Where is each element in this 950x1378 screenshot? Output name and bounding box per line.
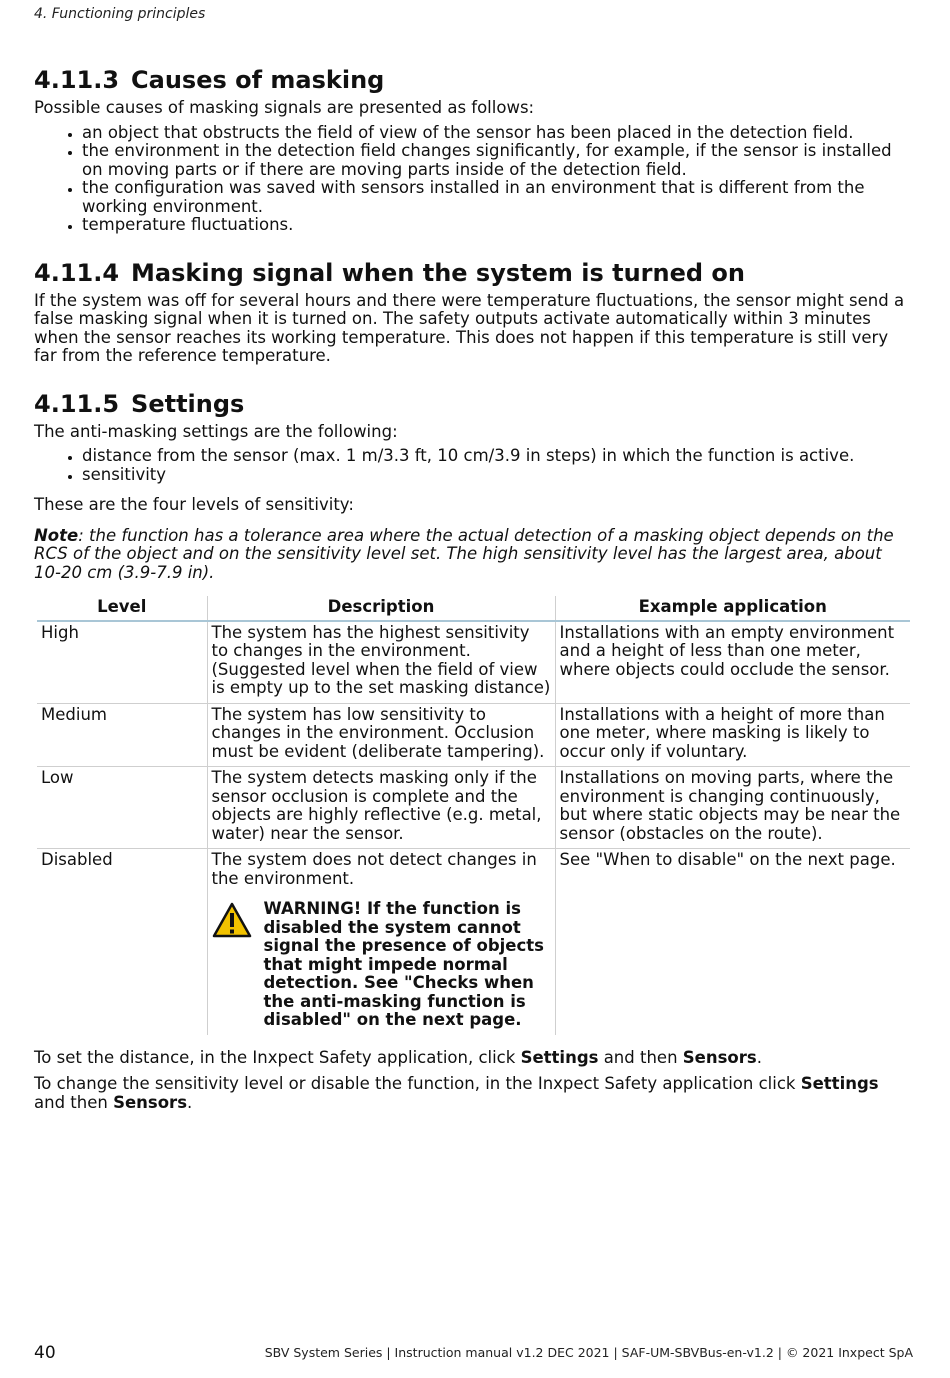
section-title: Causes of masking (131, 66, 385, 94)
list-item: • sensitivity (82, 466, 910, 485)
cell-example: See "When to disable" on the next page. (555, 849, 910, 1035)
section-intro: Possible causes of masking signals are presented as follows: (34, 98, 535, 117)
page-number: 40 (34, 1343, 56, 1363)
closing-paragraph-sensitivity (34, 1075, 910, 1112)
cell-description-text: The system does not detect changes in the environment. (211, 850, 537, 888)
column-header-description: Description (207, 596, 555, 621)
section-title: Masking signal when the system is turned on (131, 258, 745, 287)
closing-text: To set the distance, in the Inxpect Safety application, click (34, 1047, 521, 1067)
section-number: 4.11.3 (34, 66, 120, 94)
sensors-term: Sensors (682, 1047, 757, 1067)
cell-example: Installations on moving parts, where the environment is changing continuously, but where static objects may be near the sensor (obstacles on the route). (555, 767, 910, 849)
cell-level: Disabled (41, 850, 113, 869)
column-header-example: Example application (555, 596, 910, 621)
warning-text: WARNING! If the function is disabled the system cannot signal the presence of objects that might impede normal detection. See "Checks when the anti-masking function is disabled" on the next page. (263, 899, 544, 1029)
sensors-term: Sensors (113, 1092, 188, 1112)
list-item: • temperature fluctuations. (82, 216, 910, 235)
closing-text: and then (34, 1092, 114, 1112)
list-item: • the environment in the detection field changes significantly, for example, if the sensor is installed on moving parts or if there are moving parts inside of the detection field. (82, 142, 910, 179)
cell-level: Medium (37, 703, 207, 767)
closing-text: and then (598, 1047, 683, 1067)
section-heading (34, 257, 910, 289)
table-row (37, 849, 910, 1035)
section-intro: The anti-masking settings are the following: (34, 421, 398, 441)
section-causes-of-masking (34, 64, 910, 235)
list-item: • the configuration was saved with sensors installed in an environment that is different from the working environment. (82, 179, 910, 216)
section-masking-signal-turn-on (34, 257, 910, 366)
section-heading (34, 64, 910, 96)
list-item: • distance from the sensor (max. 1 m/3.3 ft, 10 cm/3.9 in steps) in which the function is active. (82, 447, 910, 466)
cell-description: The system has the highest sensitivity to changes in the environment. (Suggested level when the field of view is empty up to the set masking distance) (207, 621, 555, 704)
table-row (37, 703, 910, 767)
closing-text: . (187, 1092, 193, 1112)
list-item: • an object that obstructs the field of view of the sensor has been placed in the detection field. (82, 124, 910, 143)
note-paragraph (34, 527, 910, 583)
closing-paragraph-distance (34, 1049, 910, 1068)
table-row (37, 767, 910, 849)
cell-level: High (37, 621, 207, 704)
cell-example: Installations with an empty environment and a height of less than one meter, where objects could occlude the sensor. (555, 621, 910, 704)
note-label: Note (34, 525, 79, 545)
cell-description: The system has low sensitivity to changes in the environment. Occlusion must be evident (deliberate tampering). (207, 703, 555, 767)
cell-example: Installations with a height of more than one meter, where masking is likely to occur only if voluntary. (555, 703, 910, 767)
settings-term: Settings (800, 1074, 879, 1093)
settings-list (34, 447, 910, 484)
levels-intro: These are the four levels of sensitivity: (34, 495, 354, 514)
main-content (34, 64, 910, 1112)
table-header-row (37, 596, 910, 621)
cell-description (207, 849, 555, 1035)
causes-list (34, 124, 910, 235)
closing-text: . (756, 1047, 762, 1067)
section-number: 4.11.4 (34, 258, 120, 287)
warning-triangle-icon (212, 900, 256, 1030)
closing-text: To change the sensitivity level or disable the function, in the Inxpect Safety application click (34, 1074, 801, 1093)
note-text: : the function has a tolerance area where the actual detection of a masking object depends on the RCS of the object and on the sensitivity level set. The high sensitivity level has the largest area, about 10-20 cm (3.9-7.9 in). (34, 525, 894, 582)
section-settings (34, 388, 910, 1113)
section-body: If the system was off for several hours and there were temperature fluctuations, the sensor might send a false masking signal when it is turned on. The safety outputs activate automatically within 3 minutes when the sensor reaches its working temperature. This does not happen if this temperature is still very far from the reference temperature. (34, 290, 905, 365)
running-head: 4. Functioning principles (34, 6, 206, 22)
warning-box (212, 900, 551, 1030)
section-number: 4.11.5 (34, 389, 120, 418)
table-row (37, 621, 910, 704)
section-heading (34, 388, 910, 420)
column-header-level: Level (37, 596, 207, 621)
settings-term: Settings (520, 1047, 599, 1067)
cell-description: The system detects masking only if the sensor occlusion is complete and the objects are highly reflective (e.g. metal, water) near the sensor. (207, 767, 555, 849)
footer-text: SBV System Series | Instruction manual v1.2 DEC 2021 | SAF-UM-SBVBus-en-v1.2 | © 2021 Inxpect SpA (264, 1345, 913, 1360)
cell-level: Low (37, 767, 207, 849)
sensitivity-table (37, 596, 910, 1035)
section-title: Settings (131, 389, 245, 418)
